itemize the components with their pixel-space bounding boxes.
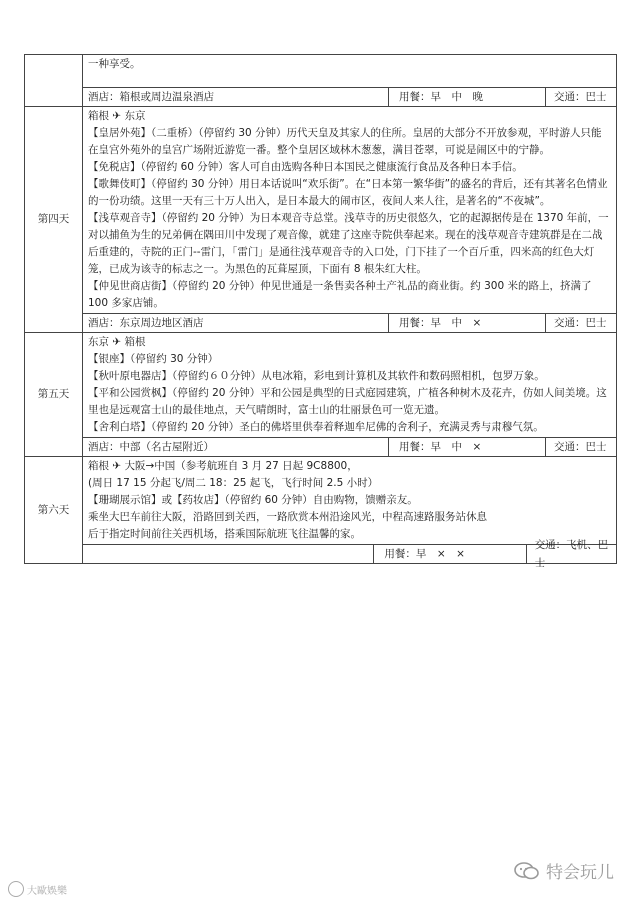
prev-day-label-cell bbox=[25, 55, 83, 107]
day4-para-1: 【皇居外苑】（二重桥）（停留约 30 分钟）历代天皇及其家人的住所。皇居的大部分不开放参观，平时游人只能在皇宫外苑外的皇宫广场附近游览一番。整个皇居区域林木葱葱，满目苍翠，可说是闹区中的宁静。 bbox=[88, 127, 602, 156]
day4-para-3: 【歌舞伎町】（停留约 30 分钟）用日本话说叫“欢乐街”。在“日本第一繁华街”的盛名的背后，还有其著名色情业的一份功绩。这里一天有三十万人出入，是日本最大的闹市区，夜间人来人往，是著名的“不夜城”。 bbox=[88, 178, 608, 207]
day5-para-1: 【银座】（停留约 30 分钟） bbox=[88, 353, 219, 365]
day5-para-4: 【舍利白塔】（停留约 20 分钟）圣白的佛塔里供奉着释迦牟尼佛的舍利子，充满灵秀与肃穆气氛。 bbox=[88, 421, 544, 433]
prev-day-content bbox=[83, 55, 617, 88]
wechat-icon bbox=[514, 861, 540, 881]
day5-route: 东京 ✈ 箱根 bbox=[88, 336, 146, 348]
day5-hotel: 酒店：中部（名古屋附近） bbox=[83, 438, 389, 456]
watermark-left bbox=[8, 881, 67, 897]
day4-meta-row bbox=[83, 314, 617, 333]
day4-route: 箱根 ✈ 东京 bbox=[88, 110, 146, 122]
itinerary-table bbox=[24, 54, 617, 569]
day6-para-2: 【珊瑚展示馆】或【药妆店】（停留约 60 分钟）自由购物，馈赠亲友。 bbox=[88, 494, 418, 506]
day4-para-4: 【浅草观音寺】（停留约 20 分钟）为日本观音寺总堂。浅草寺的历史很悠久，它的起源据传是在 1370 年前，一对以捕鱼为生的兄弟俩在隅田川中发现了观音像，就建了这座寺院供奉起来。现在的浅草观音寺建筑群是在二战后重建的，寺院的正门--雷门，「雷门」是通往浅草观音寺的入口处，门下挂了一个百斤重，四米高的红色大灯笼，已成为该寺的标志之一。为黑色的瓦葺屋顶，下面有 8 根朱红大柱。 bbox=[88, 212, 609, 275]
prev-day-meta-row bbox=[83, 88, 617, 107]
day5-label: 第五天 bbox=[25, 333, 83, 457]
watermark-right bbox=[514, 858, 614, 883]
day5-meals: 用餐：早 中 × bbox=[389, 438, 546, 456]
day4-para-2: 【免税店】（停留约 60 分钟）客人可自由选购各种日本国民之健康流行食品及各种日本手信。 bbox=[88, 161, 523, 173]
day6-para-4: 后于指定时间前往关西机场，搭乘国际航班飞往温馨的家。 bbox=[88, 528, 361, 540]
prev-day-tail-text: 一种享受。 bbox=[88, 58, 141, 70]
day5-meta-row bbox=[83, 438, 617, 457]
day4-label: 第四天 bbox=[25, 107, 83, 333]
day4-hotel: 酒店：东京周边地区酒店 bbox=[83, 314, 389, 332]
day4-content bbox=[83, 107, 617, 314]
day4-meals: 用餐：早 中 × bbox=[389, 314, 546, 332]
prev-day-meals: 用餐：早 中 晚 bbox=[389, 88, 546, 106]
watermark-right-text: 特会玩儿 bbox=[546, 863, 614, 883]
day5-para-3: 【平和公园赏枫】（停留约 20 分钟）平和公园是典型的日式庭园建筑，广植各种树木及花卉，仿如人间美境。这里也是远观富士山的最佳地点，天气晴朗时，富士山的壮丽景色可一览无遗。 bbox=[88, 387, 607, 416]
day6-hotel-blank bbox=[83, 545, 374, 563]
day6-para-3: 乘坐大巴车前往大阪，沿路回到关西，一路欣赏本州沿途风光，中程高速路服务站休息 bbox=[88, 511, 487, 523]
day6-content bbox=[83, 457, 617, 545]
day6-route: 箱根 ✈ 大阪→中国（参考航班自 3 月 27 日起 9C8800， bbox=[88, 460, 358, 472]
day6-label: 第六天 bbox=[25, 457, 83, 564]
day5-content bbox=[83, 333, 617, 438]
day5-transport: 交通：巴士 bbox=[554, 441, 607, 453]
prev-day-transport: 交通：巴士 bbox=[554, 91, 607, 103]
prev-day-hotel: 酒店：箱根或周边温泉酒店 bbox=[83, 88, 389, 106]
day6-meta-row bbox=[83, 539, 617, 569]
day6-transport: 交通：飞机、巴士 bbox=[534, 539, 609, 569]
day4-transport: 交通：巴士 bbox=[554, 317, 607, 329]
day6-flight-times: (周日 17 15 分起飞/周二 18：25 起飞，飞行时间 2.5 小时） bbox=[88, 477, 379, 489]
day6-meals: 用餐：早 × × bbox=[374, 545, 526, 563]
watermark-left-text: 大歐娛樂 bbox=[27, 885, 67, 897]
day4-para-5: 【仲见世商店街】（停留约 20 分钟）仲见世通是一条售卖各种土产礼品的商业街。约 300 米的路上，挤满了 100 多家店铺。 bbox=[88, 280, 592, 309]
day5-para-2: 【秋叶原电器店】（停留约６０分钟）从电冰箱，彩电到计算机及其软件和数码照相机，包罗万象。 bbox=[88, 370, 545, 382]
watermark-logo-icon bbox=[8, 881, 24, 897]
